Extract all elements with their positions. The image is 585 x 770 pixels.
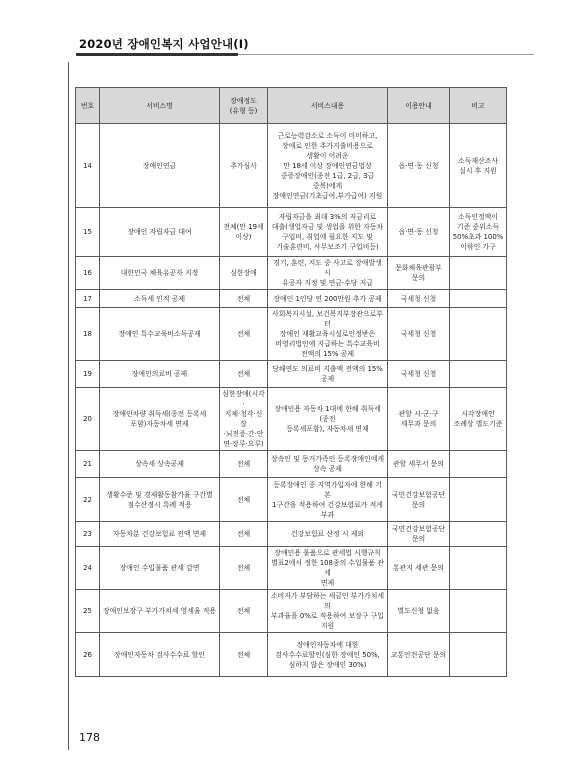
cell-note	[450, 290, 507, 308]
col-header-service-content: 서비스내용	[268, 88, 388, 124]
cell-usage-guide: 국세청 신청	[388, 308, 450, 361]
header-rule-dark	[76, 53, 238, 56]
service-table	[75, 87, 507, 677]
cell-disability-degree: 전체	[220, 361, 268, 388]
cell-note	[450, 257, 507, 290]
cell-service-name: 장애인 특수교육비소득공제	[100, 308, 220, 361]
table-row	[76, 451, 507, 478]
cell-note	[450, 633, 507, 677]
table-header-row	[76, 88, 507, 124]
cell-service-name: 장애인의료비 공제	[100, 361, 220, 388]
cell-disability-degree: 전체	[220, 451, 268, 478]
running-header-title: 2020년 장애인복지 사업안내(Ⅰ)	[79, 37, 249, 51]
cell-usage-guide: 관할 세무서 문의	[388, 451, 450, 478]
cell-disability-degree: 심한장애(시각· 지체·청각·신장 ·뇌전증·간·안 면·장루·요루)	[220, 388, 268, 451]
cell-service-name: 상속세 상속공제	[100, 451, 220, 478]
cell-service-content: 장애인 1인당 연 200만원 추가 공제	[268, 290, 388, 308]
cell-disability-degree: 전체(만 19세 이상)	[220, 208, 268, 257]
cell-service-name: 장애인보장구 부가가치세 영세율 적용	[100, 590, 220, 633]
cell-service-name: 생활수준 및 경제활동참가율 구간별 점수산정시 특례 적용	[100, 478, 220, 522]
cell-service-content: 당해연도 의료비 지출액 전액의 15% 공제	[268, 361, 388, 388]
cell-note	[450, 522, 507, 547]
cell-usage-guide: 국세청 신청	[388, 361, 450, 388]
cell-number: 23	[76, 522, 100, 547]
table-row	[76, 478, 507, 522]
cell-note	[450, 361, 507, 388]
cell-number: 20	[76, 388, 100, 451]
cell-number: 16	[76, 257, 100, 290]
cell-usage-guide: 국민건강보험공단 문의	[388, 522, 450, 547]
cell-disability-degree: 전체	[220, 290, 268, 308]
cell-disability-degree: 전체	[220, 633, 268, 677]
cell-note: 소득재산조사 실시 후 지원	[450, 124, 507, 208]
cell-usage-guide: 국민건강보험공단 문의	[388, 478, 450, 522]
cell-service-content: 장애인용 물품으로 관세법 시행규칙 별표2에서 정한 108종의 수입물품 관세 면제	[268, 547, 388, 590]
table-row	[76, 124, 507, 208]
cell-number: 25	[76, 590, 100, 633]
cell-disability-degree: 전체	[220, 590, 268, 633]
cell-service-name: 장애인 수입물품 관세 감면	[100, 547, 220, 590]
cell-usage-guide: 교통안전공단 문의	[388, 633, 450, 677]
cell-disability-degree: 전체	[220, 547, 268, 590]
cell-note	[450, 547, 507, 590]
page-number: 178	[79, 731, 100, 744]
cell-usage-guide: 문화체육관광부 문의	[388, 257, 450, 290]
cell-note: 소득인정액이 기준 중위소득 50%초과 100% 이하인 가구	[450, 208, 507, 257]
cell-note: 시각장애인 조례상 별도기준	[450, 388, 507, 451]
cell-service-content: 근로능력감소로 소득이 미미하고, 장애로 인한 추가지출비용으로 생활이 어려운 만 18세 이상 장애인연금법상 중증장애인(종전 1급, 2급, 3급 중복)에게 장애인연금(기초급여,부가급여) 지원	[268, 124, 388, 208]
table-row	[76, 522, 507, 547]
cell-number: 15	[76, 208, 100, 257]
cell-service-content: 소비자가 부담하는 세금인 부가가치세의 부과율을 0%로 적용하여 보장구 구입 지원	[268, 590, 388, 633]
cell-note	[450, 590, 507, 633]
cell-service-name: 장애인연금	[100, 124, 220, 208]
cell-number: 22	[76, 478, 100, 522]
cell-number: 18	[76, 308, 100, 361]
cell-service-name: 대한민국 체육유공자 지정	[100, 257, 220, 290]
table-row	[76, 633, 507, 677]
cell-disability-degree: 심한장애	[220, 257, 268, 290]
table-row	[76, 308, 507, 361]
cell-disability-degree: 전체	[220, 522, 268, 547]
cell-note	[450, 478, 507, 522]
cell-service-content: 장애인용 자동차 1대에 한해 취득세(종전 등록세포함), 자동차세 면제	[268, 388, 388, 451]
cell-usage-guide: 읍·면·동 신청	[388, 208, 450, 257]
cell-service-content: 자립자금을 최대 3%의 저금리로 대출(생업자금 및 생업을 위한 자동차 구입비, 취업에 필요한 지도 및 기술훈련비, 사무보조기 구입비등)	[268, 208, 388, 257]
table-row	[76, 257, 507, 290]
cell-usage-guide: 관할 시·군·구 세무과 문의	[388, 388, 450, 451]
cell-number: 17	[76, 290, 100, 308]
cell-number: 26	[76, 633, 100, 677]
cell-service-content: 장애인자동차에 대한 검사수수료할인(심한 장애인 50%, 심하지 않은 장애인 30%)	[268, 633, 388, 677]
cell-disability-degree: 추가심사	[220, 124, 268, 208]
col-header-note: 비고	[450, 88, 507, 124]
table-row	[76, 388, 507, 451]
cell-service-content: 경기, 훈련, 지도 중 사고로 장애발생 시 유공자 지정 및 연금·수당 지급	[268, 257, 388, 290]
margin-rule	[68, 62, 69, 750]
cell-note	[450, 451, 507, 478]
cell-service-name: 자동차분 건강보험료 전액 면제	[100, 522, 220, 547]
header-rule-light	[238, 54, 534, 55]
cell-service-content: 사회복지시설, 보건복지부장관으로부터 장애인 재활교육시설로인정받은 비영리법인에 지급하는 특수교육비 전액의 15% 공제	[268, 308, 388, 361]
cell-service-name: 장애인차량 취득세(종전 등록세 포함)자동차세 면제	[100, 388, 220, 451]
cell-number: 14	[76, 124, 100, 208]
cell-disability-degree: 전체	[220, 308, 268, 361]
cell-note	[450, 308, 507, 361]
col-header-service-name: 서비스명	[100, 88, 220, 124]
cell-usage-guide: 통관지 세관 문의	[388, 547, 450, 590]
cell-service-content: 등록장애인 중 지역가입자에 한해 기본 1구간을 적용하여 건강보험료가 적게 부과	[268, 478, 388, 522]
table-row	[76, 590, 507, 633]
cell-number: 19	[76, 361, 100, 388]
table-row	[76, 290, 507, 308]
col-header-disability-degree: 장애정도 (유형 등)	[220, 88, 268, 124]
cell-service-name: 장애인 자립자금 대여	[100, 208, 220, 257]
cell-number: 24	[76, 547, 100, 590]
cell-usage-guide: 읍·면·동 신청	[388, 124, 450, 208]
cell-service-name: 장애인자동차 검사수수료 할인	[100, 633, 220, 677]
cell-service-name: 소득세 인적 공제	[100, 290, 220, 308]
table-row	[76, 361, 507, 388]
cell-service-content: 상속인 및 동거가족인 등록장애인에게 상속 공제	[268, 451, 388, 478]
cell-service-content: 건강보험료 산정 시 제외	[268, 522, 388, 547]
table-row	[76, 547, 507, 590]
table-row	[76, 208, 507, 257]
col-header-number: 번호	[76, 88, 100, 124]
col-header-usage-guide: 이용안내	[388, 88, 450, 124]
cell-number: 21	[76, 451, 100, 478]
cell-usage-guide: 별도신청 없음	[388, 590, 450, 633]
cell-disability-degree: 전체	[220, 478, 268, 522]
cell-usage-guide: 국세청 신청	[388, 290, 450, 308]
